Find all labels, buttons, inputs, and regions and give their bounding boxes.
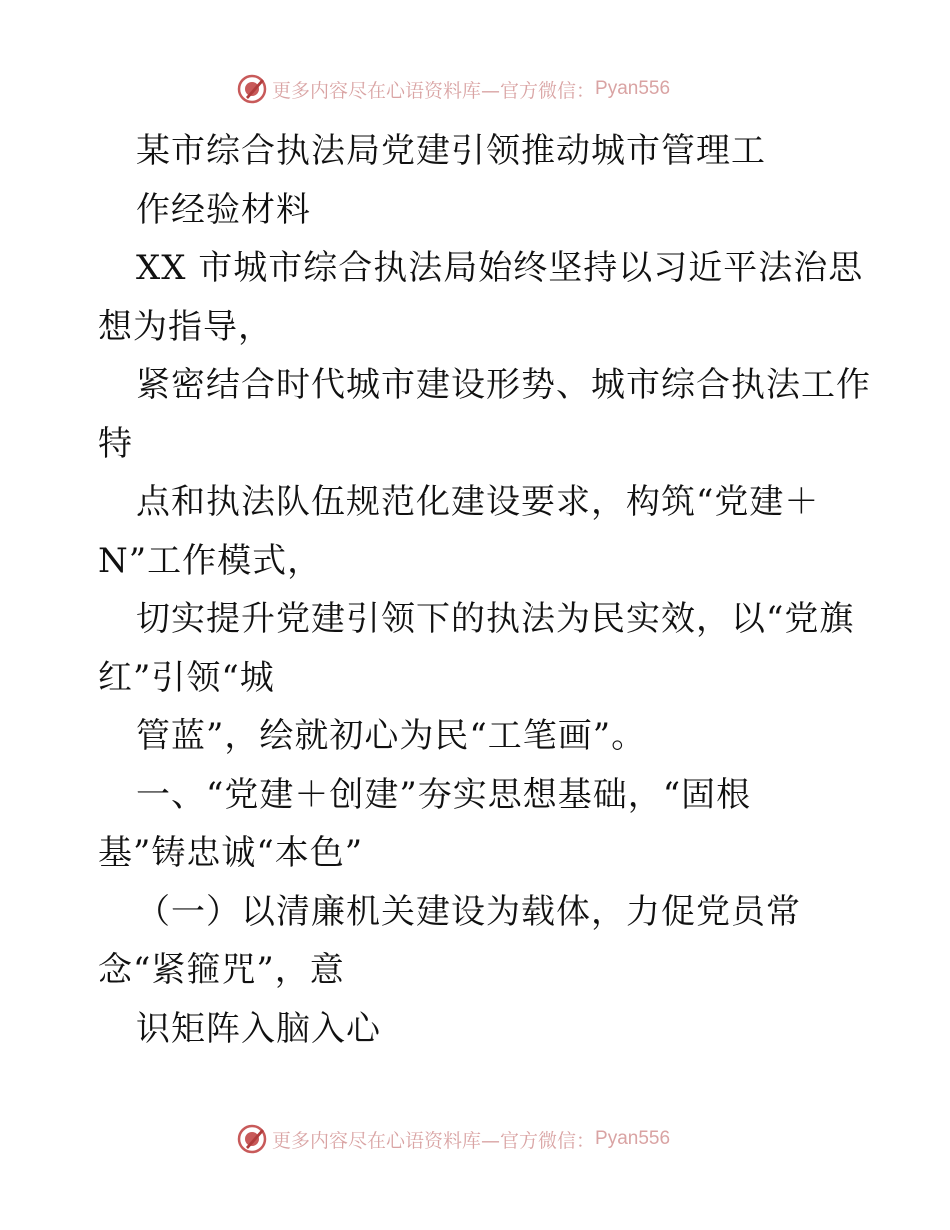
doc-paragraph-line: 想为指导， [98, 306, 273, 347]
doc-paragraph-line: 特 [98, 423, 133, 464]
doc-paragraph-line: N”工作模式， [98, 540, 323, 581]
doc-heading-line: 基”铸忠诚“本色” [98, 833, 364, 873]
doc-title-line-2: 作经验材料 [136, 189, 311, 230]
doc-paragraph-line: XX 市城市综合执法局始终坚持以习近平法治思 [136, 248, 864, 288]
doc-title-line-1: 某市综合执法局党建引领推动城市管理工 [136, 131, 766, 171]
watermark-text: 更多内容尽在心语资料库—官方微信： [272, 79, 596, 102]
doc-subheading-line: 识矩阵入脑入心 [136, 1008, 381, 1049]
doc-subheading-line: 念“紧箍咒”，意 [98, 950, 345, 990]
doc-subheading-line: （一）以清廉机关建设为载体，力促党员常 [136, 891, 801, 932]
doc-paragraph-line: 紧密结合时代城市建设形势、城市综合执法工作 [136, 365, 871, 405]
doc-paragraph-line: 切实提升党建引领下的执法为民实效，以“党旗 [136, 599, 855, 639]
footer-watermark [236, 1122, 670, 1156]
doc-paragraph-line: 红”引领“城 [98, 657, 275, 698]
doc-heading-line: 一、“党建＋创建”夯实思想基础，“固根 [136, 774, 752, 815]
pen-seal-icon [236, 1123, 268, 1155]
watermark-contact: Pyan556 [595, 78, 671, 99]
doc-paragraph-line: 管蓝”，绘就初心为民“工笔画”。 [136, 716, 647, 756]
watermark-contact: Pyan556 [595, 1128, 671, 1149]
pen-seal-icon [236, 73, 268, 105]
header-watermark [236, 72, 670, 106]
document-body [98, 122, 871, 1058]
doc-paragraph-line: 点和执法队伍规范化建设要求，构筑“党建＋ [136, 482, 820, 522]
watermark-text: 更多内容尽在心语资料库—官方微信： [272, 1129, 596, 1152]
